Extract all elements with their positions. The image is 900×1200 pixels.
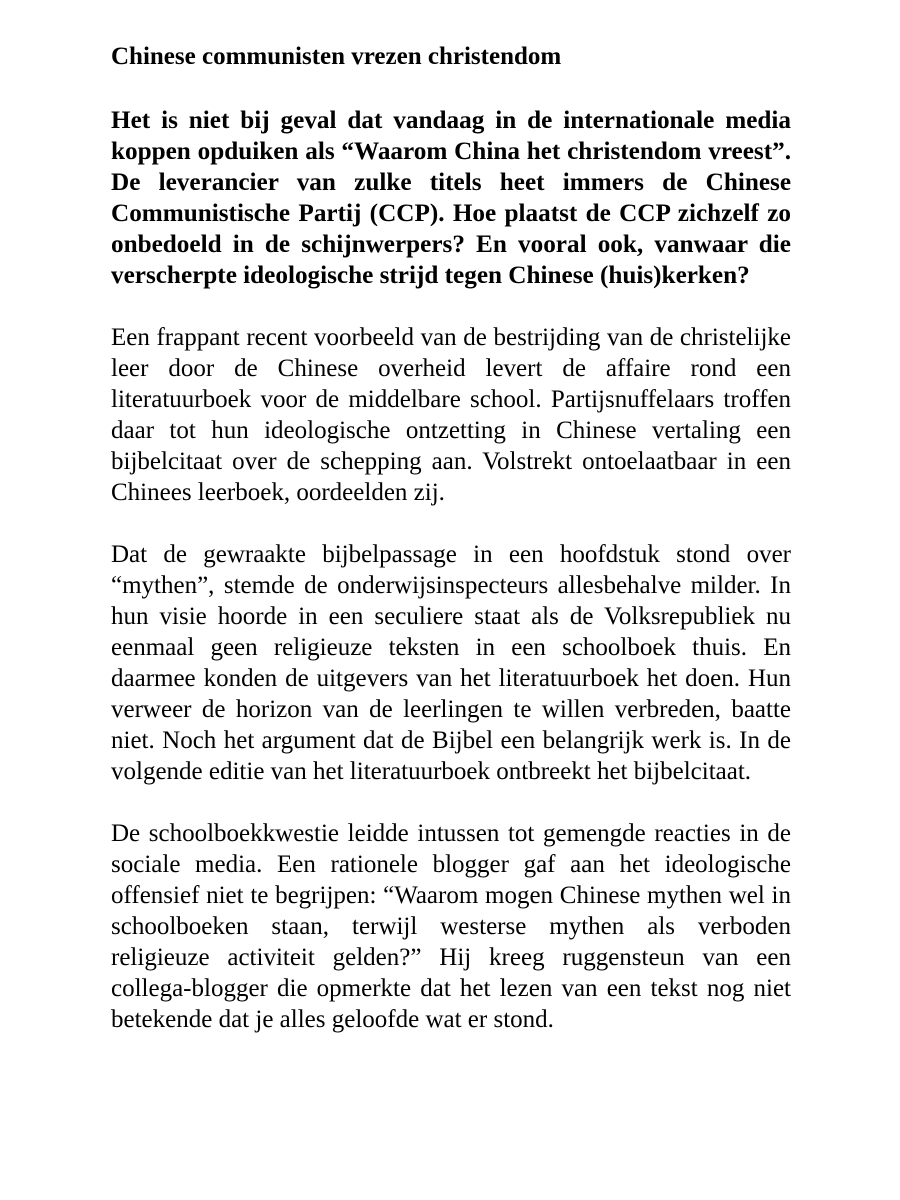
- article-paragraph-3: De schoolboekkwestie leidde intussen tot gemengde reacties in de sociale media. Een rationele blogger gaf aan het ideologische offensief niet te begrijpen: “Waarom mogen Chinese mythen wel in schoolboeken staan, terwijl westerse mythen als verboden religieuze activiteit gelden?” Hij kreeg ruggensteun van een collega-blogger die opmerkte dat het lezen van een tekst nog niet betekende dat je alles geloofde wat er stond.: [111, 820, 791, 1033]
- article-paragraph-2: Dat de gewraakte bijbelpassage in een hoofdstuk stond over “mythen”, stemde de onderwijsinspecteurs allesbehalve milder. In hun visie hoorde in een seculiere staat als de Volksrepubliek nu eenmaal geen religieuze teksten in een schoolboek thuis. En daarmee konden de uitgevers van het literatuurboek het doen. Hun verweer de horizon van de leerlingen te willen verbreden, baatte niet. Noch het argument dat de Bijbel een belangrijk werk is. In de volgende editie van het literatuurboek ontbreekt het bijbelcitaat.: [111, 541, 791, 785]
- article-lead: Het is niet bij geval dat vandaag in de internationale media koppen opduiken als “Waarom China het christendom vreest”. De leverancier van zulke titels heet immers de Chinese Communistische Partij (CCP). Hoe plaatst de CCP zichzelf zo onbedoeld in de schijnwerpers? En vooral ook, vanwaar die verscherpte ideologische strijd tegen Chinese (huis)kerken?: [111, 107, 791, 289]
- article-title: Chinese communisten vrezen christendom: [111, 43, 562, 70]
- document-page: [111, 0, 791, 1035]
- article-paragraph-1: Een frappant recent voorbeeld van de bestrijding van de christelijke leer door de Chinese overheid levert de affaire rond een literatuurboek voor de middelbare school. Partijsnuffelaars troffen daar tot hun ideologische ontzetting in Chinese vertaling een bijbelcitaat over de schepping aan. Volstrekt ontoelaatbaar in een Chinees leerboek, oordeelden zij.: [111, 324, 791, 506]
